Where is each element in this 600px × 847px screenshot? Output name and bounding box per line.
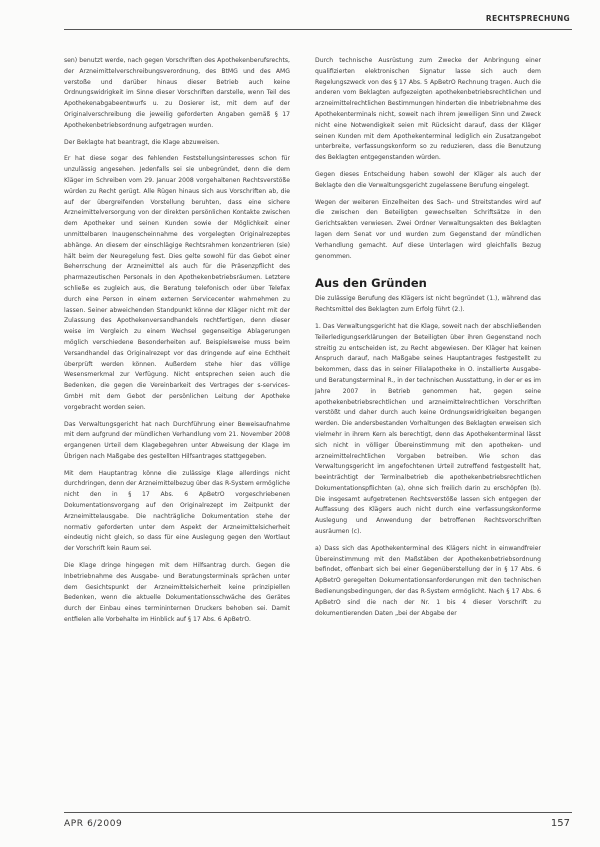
paragraph: 1. Das Verwaltungsgericht hat die Klage, soweit nach der abschließenden Teilerledigungserklärungen der Beteiligten über ihren Gegenstand noch streitig zu entscheiden ist, zu Recht abgewiesen. Der Kläger hat keinen Anspruch darauf, nach Maßgabe seines Hauptantrages festgestellt zu bekommen, dass das in seiner Filialapotheke in O. installierte Ausgabe- und Beratungsterminal R., in der technischen Ausstattung, in der er es im Jahre 2007 in Betrieb genommen hat, gegen seine apothekenbetriebsrechtlichen und arzneimittelrechtlichen Vorschriften verstößt und daher durch auch keine Ordnungswidrigkeiten begangen werden. Die andersbestanden Vorhaltungen des Beklagten erweisen sich vielmehr in ihrem Kern als berechtigt, denn das Apothekenterminal lässt sich nicht in völliger Übereinstimmung mit den apotheken- und arzneimittelrechtlichen Vorgaben betreiben. Wie schon das Verwaltungsgericht im angefochtenen Urteil zutreffend festgestellt hat, beeinträchtigt der Terminalbetrieb die apothekenbetriebsrechtlichen Dokumentationspflichten (a), ohne sich freilich darin zu erschöpfen (b). Die insgesamt aufgetretenen Rechtsverstöße lassen sich entgegen der Auffassung des Klägers auch nicht durch eine verfassungskonforme Auslegung und Anwendung der betroffenen Rechtsvorschriften ausräumen (c). [315, 322, 541, 536]
header-divider [64, 29, 572, 30]
paragraph: Die Klage dringe hingegen mit dem Hilfsantrag durch. Gegen die Inbetriebnahme des Ausgabe- und Beratungsterminals sprächen unter dem Gesichtspunkt der Arzneimittelsicherheit keine prinzipiellen Bedenken, wenn die aktuelle Dokumentationsschwäche des Gerätes durch der Einbau eines termininternen Druckers behoben sei. Damit entfielen alle Vorbehalte im Hinblick auf § 17 Abs. 6 ApBetrO. [64, 562, 290, 624]
paragraph: sen) benutzt werde, nach gegen Vorschriften des Apothekenberufsrechts, der Arzneimittelverschreibungsverordnung, des BtMG und des AMG verstoße und darüber hinaus dieser Betrieb auch keine Ordnungswidrigkeit im Sinne dieser Vorschriften darstelle, wenn Teil des Apothekenabgabeentwurfs u. zu Dosierer ist, mit dem auf der Originalverschreibung die jeweilig geforderten Angaben gemäß § 17 Apothekenbetriebsordnung aufgetragen wurden. [64, 57, 290, 129]
section-heading: Aus den Gründen [315, 276, 427, 291]
page-number: 157 [550, 818, 570, 829]
paragraph: Wegen der weiteren Einzelheiten des Sach- und Streitstandes wird auf die zwischen den Beteiligten gewechselten Schriftsätze in den Gerichtsakten verwiesen. Zwei Ordner Verwaltungsakten des Beklagten lagen dem Senat vor und wurden zum Gegenstand der mündlichen Verhandlung gemacht. Auf diese Unterlagen wird gleichfalls Bezug genommen. [315, 198, 541, 260]
footer-divider [64, 812, 572, 813]
left-column [64, 56, 290, 632]
right-column [315, 56, 541, 625]
paragraph: Gegen dieses Entscheidung haben sowohl der Kläger als auch der Beklagte den die Verwaltungsgericht zugelassene Berufung eingelegt. [315, 170, 541, 189]
paragraph: Der Beklagte hat beantragt, die Klage abzuweisen. [64, 138, 220, 146]
paragraph: Durch technische Ausrüstung zum Zwecke der Anbringung einer qualifizierten elektronischen Signatur lasse sich auch dem Regelungszweck von des § 17 Abs. 5 ApBetrO Rechnung tragen. Auch die anderen vom Beklagten aufgezeigten apothekenbetriebsrechtlichen und arzneimittelrechtlichen Bestimmungen hinderten die Inbetriebnahme des Apothekenterminals nicht, soweit nach ihrem jeweiligen Sinn und Zweck nicht eine Notwendigkeit seien mit Rücksicht darauf, dass der Kläger seinen Kunden mit dem Apothekenterminal lediglich ein Zusatzangebot unterbreite, verfassungskonform so zu reduzieren, dass die Benutzung des Beklagten entgegenstanden würden. [315, 57, 541, 162]
paragraph: Das Verwaltungsgericht hat nach Durchführung einer Beweisaufnahme mit dem aufgrund der mündlichen Verhandlung vom 21. November 2008 ergangenen Urteil dem Klagebegehren unter Abweisung der Klage im Übrigen nach Maßgabe des gestellten Hilfsantrages stattgegeben. [64, 420, 290, 460]
paragraph: a) Dass sich das Apothekenterminal des Klägers nicht in einwandfreier Übereinstimmung mit den Maßstäben der Apothekenbetriebsordnung befindet, offenbart sich bei einer Gegenüberstellung der in § 17 Abs. 6 ApBetrO geregelten Dokumentationsanforderungen mit den technischen Bedienungsbedingungen, der das R-System ermöglicht. Nach § 17 Abs. 6 ApBetrO sind die nach der Nr. 1 bis 4 dieser Vorschrift zu dokumentierenden Daten „bei der Abgabe der [315, 544, 541, 617]
section-header: RECHTSPRECHUNG [485, 14, 570, 23]
journal-issue: APR 6/2009 [64, 819, 123, 829]
paragraph: Er hat diese sogar des fehlenden Feststellungsinteresses schon für unzulässig angesehen. Jedenfalls sei sie unbegründet, denn die dem Kläger im Schreiben vom 29. Januar 2008 vorgehaltenen Rechtsverstöße würden zu Recht gerügt. Alle Rügen hinaus sich aus Vorschriften ab, die auf der übergreifenden Vorstellung beruhten, dass eine sichere Arzneimittelversorgung von der direkten persönlichen Kontakte zwischen dem Apotheker und seinen Kunden sowie der Möglichkeit einer unmittelbaren Inaugenscheinnahme des vorgelegten Originalrezeptes abhänge. An diesem der einschlägige Rechtsrahmen konzentrieren (sie) hält beim der Neuregelung fest. Dies gelte sowohl für das Gebot einer Beherrschung der Arzneimittel als auch für die Präsenzpflicht des pharmazeutischen Personals in den Apothekenbetriebsräumen. Letztere schließe es zugleich aus, die Beratung telefonisch oder über Telefax durch eine Person in einem externen Servicecenter wahrnehmen zu lassen. Seiner abweichenden Standpunkt könne der Kläger nicht mit der Zulassung des Apothekenversandhandels rechtfertigen, denn dieser weise im Vergleich zu einem Wechsel gegenseitige Ablagerungen möglich verschiedene Besonderheiten auf. Beispielsweise muss beim Versandhandel das Originalrezept vor das dringende auf eine Echtheit überprüft werden können. Außerdem stehe hier das völlige Wesensmerkmal zur Verfügung. Nicht entsprechen seien auch die Bedenken, die gegen die Vereinbarkeit des Vertrages der s-services-GmbH mit dem Gebot der persönlichen Leitung der Apotheke vorgebracht worden seien. [64, 155, 290, 411]
paragraph: Die zulässige Berufung des Klägers ist nicht begründet (1.), während das Rechtsmittel des Beklagten zum Erfolg führt (2.). [315, 295, 541, 314]
paragraph: Mit dem Hauptantrag könne die zulässige Klage allerdings nicht durchdringen, denn der Arzneimittelbezug über das R-System ermögliche nicht den in § 17 Abs. 6 ApBetrO vorgeschriebenen Dokumentationsvorgang auf den Originalrezept im Zeitpunkt der Arzneimittelausgabe. Die nachträgliche Dokumentation stehe der normativ geforderten unter dem Aspekt der Arzneimittelsicherheit eindeutig nicht gleich, so dass für eine Auslegung gegen den Wortlaut der Vorschrift kein Raum sei. [64, 469, 290, 553]
